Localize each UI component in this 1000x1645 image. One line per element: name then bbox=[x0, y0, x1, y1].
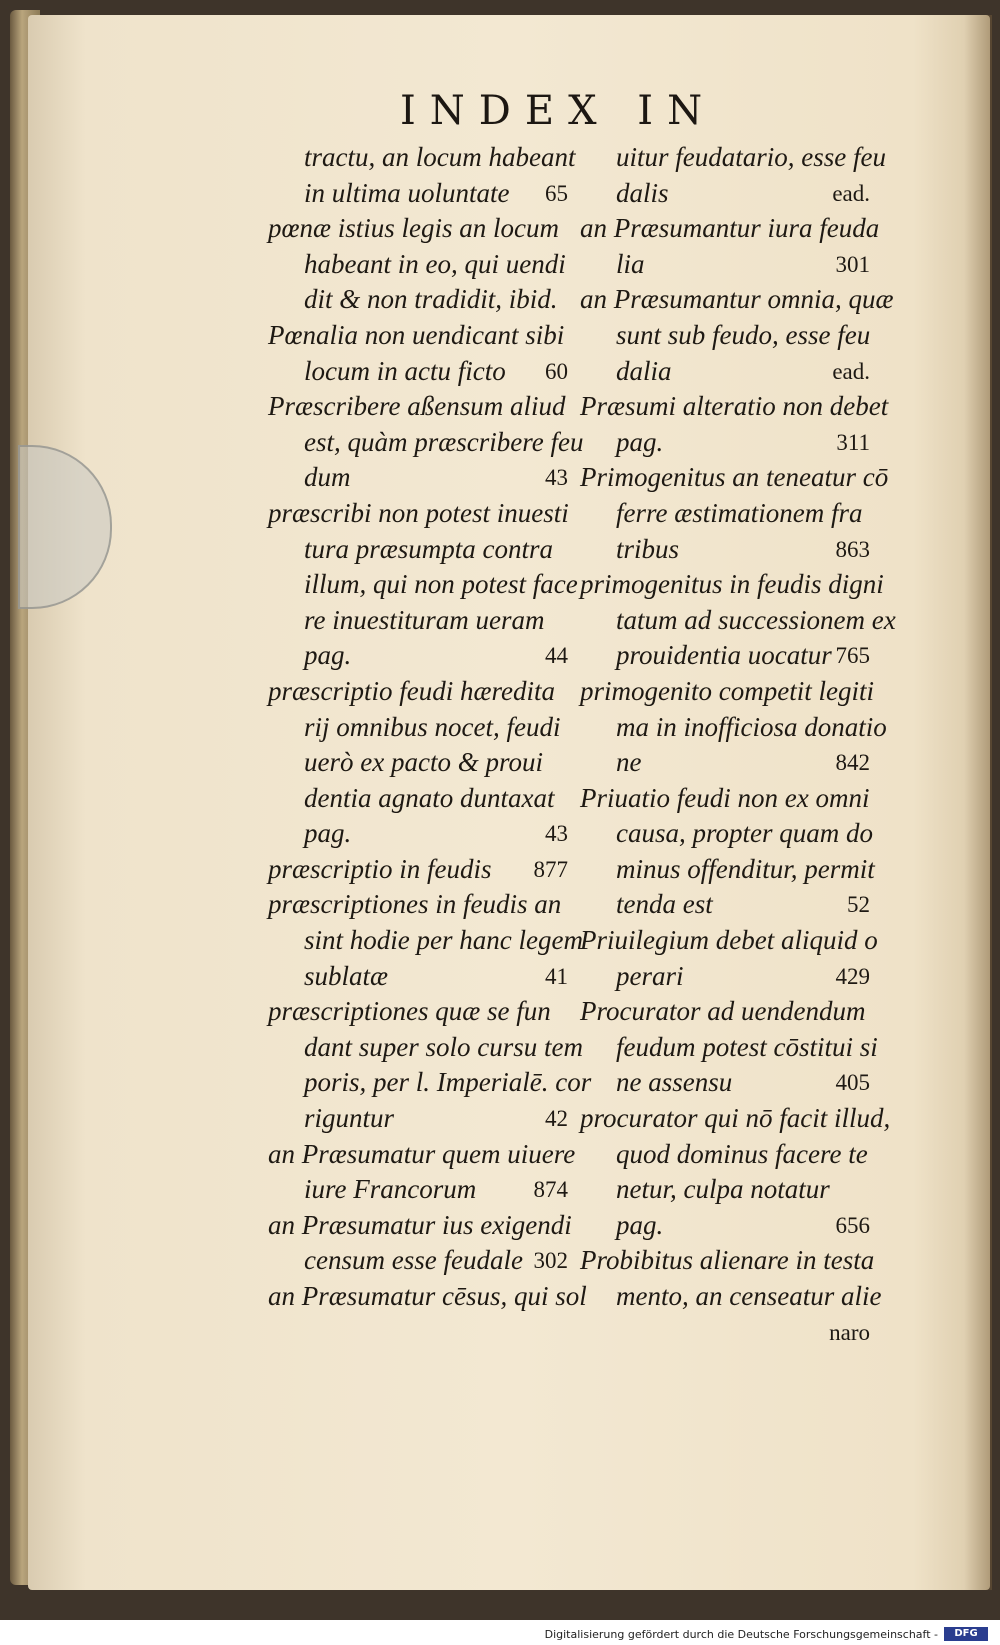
index-entry-text: illum, qui non potest face bbox=[304, 569, 578, 600]
index-line bbox=[580, 710, 887, 746]
index-line bbox=[580, 318, 870, 354]
page-reference: ead. bbox=[832, 358, 870, 384]
index-line bbox=[580, 1208, 870, 1244]
index-line bbox=[580, 603, 896, 639]
index-line bbox=[580, 923, 878, 959]
index-line bbox=[580, 247, 870, 283]
index-entry-text: ferre æstimationem fra bbox=[616, 497, 863, 528]
index-line bbox=[268, 247, 568, 283]
page-reference: 877 bbox=[533, 856, 568, 882]
page-clip bbox=[18, 445, 112, 609]
index-line bbox=[268, 959, 568, 995]
index-entry-text: sint hodie per hanc legem bbox=[304, 925, 583, 956]
index-line bbox=[580, 1243, 875, 1279]
index-line bbox=[580, 1315, 870, 1351]
index-entry-text: uitur feudatario, esse feu bbox=[616, 142, 886, 172]
index-entry-text: sublatæ bbox=[304, 960, 389, 991]
index-entry-text: an Præsumatur cēsus, qui sol bbox=[268, 1281, 587, 1311]
index-line bbox=[580, 282, 894, 318]
index-line bbox=[268, 211, 568, 247]
index-line bbox=[268, 603, 568, 639]
page-reference: 42 bbox=[545, 1106, 568, 1132]
index-entry-text: mento, an censeatur alie bbox=[616, 1281, 882, 1311]
index-line bbox=[580, 140, 886, 176]
index-entry-text: tenda est bbox=[616, 889, 713, 920]
index-line bbox=[580, 1279, 882, 1315]
index-entry-text: an Præsumantur omnia, quæ bbox=[580, 284, 894, 315]
index-line bbox=[268, 1065, 592, 1101]
index-line bbox=[580, 674, 874, 710]
index-entry-text: Pœnalia non uendicant sibi bbox=[268, 319, 565, 350]
page-reference: ead. bbox=[832, 180, 870, 206]
index-entry-text: poris, per l. Imperialē. cor bbox=[304, 1067, 592, 1098]
index-line bbox=[580, 532, 870, 568]
index-line bbox=[268, 460, 568, 496]
index-entry-text: dentia agnato duntaxat bbox=[304, 782, 555, 813]
index-line bbox=[580, 425, 870, 461]
index-entry-text: præscriptiones in feudis an bbox=[268, 889, 562, 920]
index-entry-text: ne assensu bbox=[616, 1067, 733, 1098]
index-line bbox=[268, 425, 584, 461]
index-column-right bbox=[580, 140, 896, 1350]
index-entry-text: tatum ad successionem ex bbox=[616, 604, 896, 635]
index-entry-text: Probibitus alienare in testa bbox=[580, 1245, 875, 1276]
page-reference: 41 bbox=[545, 963, 568, 989]
index-entry-text: pag. bbox=[304, 640, 352, 671]
page-reference: 874 bbox=[533, 1177, 568, 1203]
index-entry-text: Præsumi alteratio non debet bbox=[580, 391, 889, 422]
index-entry-text: prouidentia uocatur bbox=[616, 640, 832, 671]
index-entry-text: tura præsumpta contra bbox=[304, 533, 554, 564]
index-entry-text: præscriptio in feudis bbox=[268, 853, 492, 884]
index-entry-text: primogenito competit legiti bbox=[580, 675, 874, 706]
index-line bbox=[580, 781, 870, 817]
index-line bbox=[580, 496, 870, 532]
index-entry-text: Priuatio feudi non ex omni bbox=[580, 782, 870, 813]
index-entry-text: Priuilegium debet aliquid o bbox=[580, 925, 878, 956]
index-entry-text: an Præsumatur ius exigendi bbox=[268, 1209, 572, 1240]
page-reference: 302 bbox=[533, 1248, 568, 1274]
index-line bbox=[268, 1208, 572, 1244]
index-entry-text: netur, culpa notatur bbox=[616, 1174, 830, 1205]
index-line bbox=[268, 496, 568, 532]
index-entry-text: ma in inofficiosa donatio bbox=[616, 711, 887, 742]
index-line bbox=[268, 140, 576, 176]
page-reference: 65 bbox=[545, 180, 568, 206]
index-entry-text: ne bbox=[616, 747, 642, 778]
index-entry-text: pag. bbox=[616, 1209, 664, 1240]
index-entry-text: pag. bbox=[616, 426, 664, 457]
footer-bar bbox=[0, 1624, 1000, 1645]
page-reference: 405 bbox=[835, 1070, 870, 1096]
index-entry-text: dum bbox=[304, 462, 351, 493]
index-line bbox=[580, 211, 880, 247]
index-line bbox=[580, 460, 889, 496]
index-entry-text: riguntur bbox=[304, 1103, 395, 1134]
index-line bbox=[268, 532, 568, 568]
index-line bbox=[268, 994, 568, 1030]
index-entry-text: dalis bbox=[616, 177, 669, 208]
running-head: INDEX IN bbox=[400, 88, 717, 134]
page-reference: 60 bbox=[545, 358, 568, 384]
index-entry-text: habeant in eo, qui uendi bbox=[304, 248, 566, 279]
page-gutter bbox=[964, 15, 992, 1590]
index-line bbox=[268, 638, 568, 674]
index-column-left bbox=[268, 140, 592, 1315]
index-line bbox=[268, 176, 568, 212]
index-line bbox=[268, 745, 568, 781]
index-entry-text: est, quàm præscribere feu bbox=[304, 426, 584, 457]
index-entry-text: præscriptio feudi hæredita bbox=[268, 675, 556, 706]
page-reference: 52 bbox=[847, 892, 870, 918]
index-entry-text: Præscribere aßensum aliud bbox=[268, 391, 566, 422]
index-line bbox=[580, 354, 870, 390]
index-entry-text: præscriptiones quæ se fun bbox=[268, 996, 551, 1027]
index-line bbox=[268, 567, 578, 603]
index-line bbox=[580, 852, 875, 888]
index-entry-text: Procurator ad uendendum bbox=[580, 996, 866, 1027]
index-line bbox=[268, 816, 568, 852]
index-entry-text: lia bbox=[616, 248, 645, 279]
index-entry-text: pœnæ istius legis an locum bbox=[268, 213, 560, 244]
index-entry-text: rij omnibus nocet, feudi bbox=[304, 711, 561, 742]
page-reference: 842 bbox=[835, 750, 870, 776]
page-reference: 863 bbox=[835, 536, 870, 562]
index-line bbox=[268, 1030, 583, 1066]
page-reference: 43 bbox=[545, 821, 568, 847]
page-reference: 765 bbox=[835, 643, 870, 669]
page-reference: naro bbox=[829, 1319, 870, 1345]
index-line bbox=[580, 1101, 891, 1137]
index-entry-text: tribus bbox=[616, 533, 680, 564]
index-entry-text: minus offenditur, permit bbox=[616, 853, 875, 884]
index-entry-text: Primogenitus an teneatur cō bbox=[580, 462, 889, 493]
index-entry-text: præscribi non potest inuesti bbox=[268, 497, 569, 528]
page-reference: 429 bbox=[835, 963, 870, 989]
index-entry-text: iure Francorum bbox=[304, 1174, 477, 1205]
index-entry-text: perari bbox=[616, 960, 684, 991]
page-reference: 656 bbox=[835, 1212, 870, 1238]
index-line bbox=[268, 781, 568, 817]
page-reference: 43 bbox=[545, 465, 568, 491]
index-line bbox=[268, 389, 568, 425]
index-line bbox=[268, 887, 568, 923]
index-line bbox=[580, 1172, 870, 1208]
index-entry-text: an Præsumantur iura feuda bbox=[580, 213, 880, 244]
index-line bbox=[580, 994, 870, 1030]
dfg-logo: DFG bbox=[944, 1627, 988, 1641]
page-reference: 301 bbox=[835, 251, 870, 277]
index-line bbox=[268, 1279, 587, 1315]
index-line bbox=[268, 674, 568, 710]
index-line bbox=[580, 959, 870, 995]
index-line bbox=[268, 710, 568, 746]
index-entry-text: re inuestituram ueram bbox=[304, 604, 545, 635]
index-entry-text: locum in actu ficto bbox=[304, 355, 506, 386]
index-line bbox=[580, 1137, 870, 1173]
index-entry-text: pag. bbox=[304, 818, 352, 849]
index-entry-text: quod dominus facere te bbox=[616, 1138, 868, 1169]
index-entry-text: in ultima uoluntate bbox=[304, 177, 510, 208]
index-line bbox=[580, 176, 870, 212]
index-line bbox=[268, 1172, 568, 1208]
index-line bbox=[268, 1137, 576, 1173]
index-line bbox=[268, 852, 568, 888]
index-line bbox=[580, 567, 884, 603]
index-line bbox=[268, 1243, 568, 1279]
index-line bbox=[580, 638, 870, 674]
index-entry-text: an Præsumatur quem uiuere bbox=[268, 1138, 576, 1169]
index-entry-text: dit & non tradidit, ibid. bbox=[304, 284, 558, 315]
index-line bbox=[580, 1030, 878, 1066]
page-reference: 311 bbox=[836, 429, 870, 455]
index-entry-text: procurator qui nō facit illud, bbox=[580, 1103, 891, 1134]
index-line bbox=[268, 354, 568, 390]
index-entry-text: dalia bbox=[616, 355, 672, 386]
index-entry-text: primogenitus in feudis digni bbox=[580, 569, 884, 600]
index-entry-text: tractu, an locum habeant bbox=[304, 142, 576, 172]
index-entry-text: censum esse feudale bbox=[304, 1245, 523, 1276]
funding-credit: Digitalisierung gefördert durch die Deutsche Forschungsgemeinschaft - bbox=[544, 1628, 938, 1641]
index-line bbox=[268, 282, 568, 318]
index-entry-text: causa, propter quam do bbox=[616, 818, 873, 849]
index-line bbox=[268, 318, 568, 354]
index-line bbox=[580, 389, 889, 425]
index-entry-text: dant super solo cursu tem bbox=[304, 1031, 583, 1062]
index-line bbox=[580, 816, 873, 852]
index-entry-text: uerò ex pacto & proui bbox=[304, 747, 543, 778]
index-line bbox=[268, 1101, 568, 1137]
index-line bbox=[580, 1065, 870, 1101]
index-entry-text: sunt sub feudo, esse feu bbox=[616, 319, 871, 350]
index-entry-text: feudum potest cōstitui si bbox=[616, 1031, 878, 1062]
index-line bbox=[268, 923, 583, 959]
index-line bbox=[580, 745, 870, 781]
index-line bbox=[580, 887, 870, 923]
page-reference: 44 bbox=[545, 643, 568, 669]
